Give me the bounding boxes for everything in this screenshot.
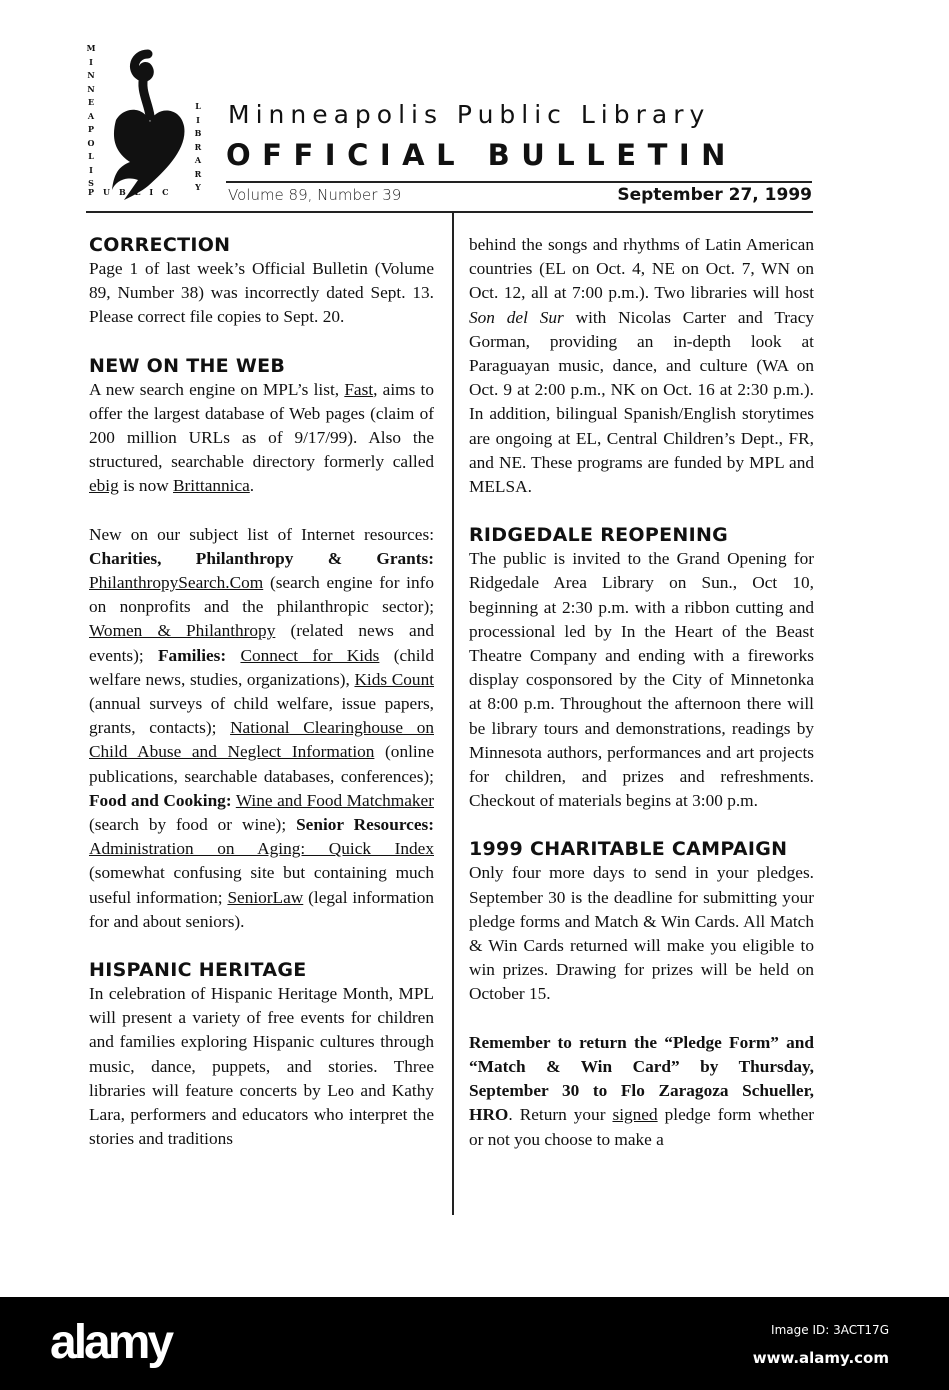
text-run: (somewhat confusing site but containing much useful information; bbox=[89, 863, 434, 907]
article-paragraph bbox=[89, 257, 434, 330]
text-run: New on our subject list of Internet resources: bbox=[89, 524, 434, 544]
volume-number: Volume 89, Number 39 bbox=[228, 186, 402, 204]
article-paragraph bbox=[89, 378, 434, 499]
column-divider bbox=[452, 212, 454, 1215]
resource-link: Administration on Aging: Quick Index bbox=[89, 839, 434, 859]
logo-text-minneapolis: M I N N E A P O L I S bbox=[86, 43, 96, 188]
section-heading: 1999 CHARITABLE CAMPAIGN bbox=[469, 838, 788, 861]
text-run: behind the songs and rhythms of Latin American countries (EL on Oct. 4, NE on Oct. 7, WN on Oct. 12, all at 7:00 p.m.). Two libraries will host bbox=[469, 235, 814, 303]
text-run: (annual surveys of child welfare, issue papers, grants, contacts); bbox=[89, 694, 434, 738]
article-paragraph bbox=[469, 547, 814, 813]
text-run: . bbox=[249, 476, 255, 496]
resource-link: Wine and Food Matchmaker bbox=[235, 790, 434, 810]
resource-link: Kids Count bbox=[354, 669, 435, 689]
image-id: Image ID: 3ACT17G bbox=[771, 1323, 889, 1337]
bold-text: Families: bbox=[158, 645, 227, 665]
text-run: In celebration of Hispanic Heritage Month, MPL will present a variety of free events for children and families exploring Hispanic cultures through music, dance, puppets, and stories. Three libraries will feature concerts by Leo and Kathy Lara, performers and educators who interpret the stories and traditions bbox=[89, 984, 434, 1149]
bold-text: Food and Cooking: bbox=[89, 790, 232, 810]
resource-link: Women & Philanthropy bbox=[89, 621, 276, 641]
right-column bbox=[469, 233, 814, 1176]
text-run: , aims to offer the largest database of Web pages (claim of 200 million URLs as of 9/17/99). Also the structured, searchable directory formerly called bbox=[89, 379, 434, 472]
issue-date: September 27, 1999 bbox=[617, 185, 812, 205]
resource-link: SeniorLaw bbox=[227, 887, 304, 907]
text-run: (child welfare news, studies, organizations), bbox=[89, 645, 434, 689]
resource-link: National Clearinghouse on Child Abuse and Neglect Information bbox=[89, 718, 434, 762]
resource-link: ebig bbox=[89, 476, 119, 496]
article-paragraph bbox=[89, 523, 434, 934]
text-run: pledge form whether or not you choose to make a bbox=[469, 1105, 814, 1149]
logo-text-library: L I B R A R Y bbox=[194, 101, 202, 192]
header-rule bbox=[226, 181, 812, 183]
text-run: . Return your bbox=[508, 1105, 613, 1125]
text-run: Son del Sur bbox=[469, 307, 564, 327]
library-logo-icon bbox=[86, 40, 206, 210]
bulletin-title: OFFICIAL BULLETIN bbox=[226, 138, 737, 172]
text-run: The public is invited to the Grand Opening for Ridgedale Area Library on Sun., Oct 10, beginning at 2:30 p.m. with a ribbon cutting and processional led by In the Heart of the Beast Theatre Company and ending with a fireworks display cosponsored by the City of Minnetonka at 8:00 p.m. Throughout the afternoon there will be library tours and demonstrations, readings by Minnesota authors, performances and art projects for children, and prizes and refreshments. Checkout of materials begins at 3:00 p.m. bbox=[469, 549, 814, 811]
resource-link: Fast bbox=[344, 379, 374, 399]
text-run: A new search engine on MPL’s list, bbox=[89, 379, 345, 399]
bold-text: Senior Resources: bbox=[296, 815, 434, 835]
text-run: Only four more days to send in your pledges. September 30 is the deadline for submitting your pledge forms and Match & Win Cards. All Match & Win Cards returned will make you eligible to win prizes. Drawing for prizes will be held on October 15. bbox=[469, 863, 814, 1004]
text-run: with Nicolas Carter and Tracy Gorman, providing an in-depth look at Paraguayan music, dance, and culture (WA on Oct. 9 at 2:00 p.m., NK on Oct. 16 at 2:30 p.m.). In addition, bilingual Spanish/English storytimes are ongoing at EL, Central Children’s Dept., FR, and NE. These programs are funded by MPL and MELSA. bbox=[469, 307, 814, 497]
text-run: (search engine for info on nonprofits and the philanthropic sector); bbox=[89, 573, 434, 617]
text-run bbox=[226, 646, 240, 665]
section-heading: HISPANIC HERITAGE bbox=[89, 959, 307, 982]
logo-text-public: PUBLIC bbox=[88, 187, 178, 197]
text-run: (legal information for and about seniors). bbox=[89, 887, 434, 931]
left-column bbox=[89, 233, 434, 1176]
bold-text: Remember to return the “Pledge Form” and “Match & Win Card” by Thursday, September 30 to Flo Zaragoza Schueller, HRO bbox=[469, 1032, 814, 1125]
org-name: Minneapolis Public Library bbox=[228, 100, 711, 129]
header-bottom-rule bbox=[86, 211, 813, 213]
resource-link: PhilanthropySearch.Com bbox=[89, 573, 264, 593]
section-heading: NEW ON THE WEB bbox=[89, 354, 286, 377]
article-paragraph bbox=[469, 233, 814, 499]
alamy-logo: alamy bbox=[50, 1316, 172, 1369]
article-paragraph bbox=[469, 861, 814, 1006]
resource-link: Brittannica bbox=[173, 476, 250, 496]
watermark-bar bbox=[0, 1297, 949, 1390]
text-run: is now bbox=[118, 476, 174, 496]
section-heading: CORRECTION bbox=[89, 234, 231, 256]
text-run: (search by food or wine); bbox=[89, 815, 297, 835]
article-paragraph bbox=[89, 982, 434, 1151]
bold-text: Charities, Philanthropy & Grants: bbox=[89, 548, 434, 568]
resource-link: signed bbox=[612, 1105, 658, 1125]
article-paragraph bbox=[469, 1031, 814, 1152]
text-run: Page 1 of last week’s Official Bulletin (Volume 89, Number 38) was incorrectly dated Sept. 13. Please correct file copies to Sept. 20. bbox=[89, 259, 434, 327]
watermark-url: www.alamy.com bbox=[752, 1349, 889, 1367]
section-heading: RIDGEDALE REOPENING bbox=[469, 524, 729, 547]
text-run: (online publications, searchable databases, conferences); bbox=[89, 742, 434, 786]
text-run: (related news and events); bbox=[89, 621, 435, 665]
resource-link: Connect for Kids bbox=[240, 645, 380, 665]
